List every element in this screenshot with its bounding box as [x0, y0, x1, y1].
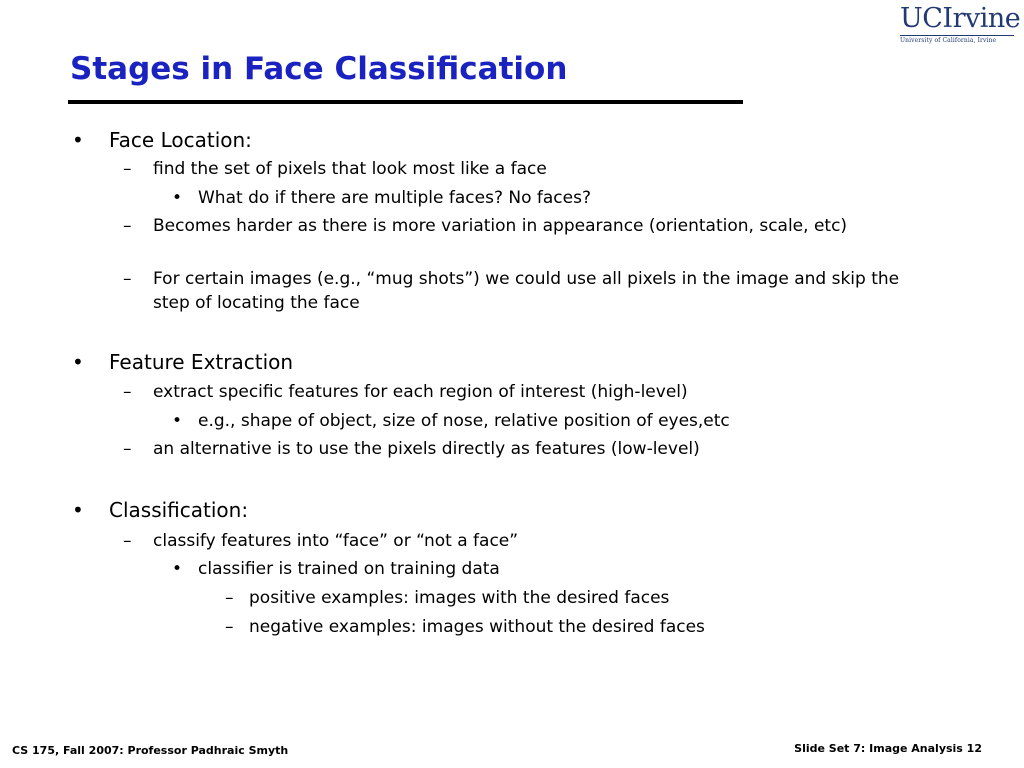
sub-item [123, 529, 933, 553]
sub-sub-item-text: What do if there are multiple faces? No faces? [198, 188, 591, 208]
sub-sub-item-text: e.g., shape of object, size of nose, relative position of eyes,etc [198, 411, 730, 431]
dash-marker: – [225, 617, 234, 637]
logo-wordmark: UCIrvine [900, 3, 1021, 34]
slide-title: Stages in Face Classification [70, 51, 568, 87]
bullet-marker: • [172, 559, 183, 579]
bullet-marker: • [172, 188, 183, 208]
sub-sub-item [172, 409, 730, 433]
footer-course-credit: CS 175, Fall 2007: Professor Padhraic Smyth [12, 744, 289, 757]
bullet-marker: • [72, 350, 84, 374]
sub-sub-item [172, 186, 591, 210]
bullet-marker: • [172, 411, 183, 431]
level-four-item [225, 586, 669, 610]
dash-marker: – [123, 531, 132, 551]
sub-item-text: extract specific features for each region of interest (high-level) [153, 382, 688, 402]
sub-item-text: For certain images (e.g., “mug shots”) we could use all pixels in the image and skip the step of locating the face [153, 269, 900, 313]
logo-subline: University of California, Irvine [900, 37, 997, 44]
bullet-marker: • [72, 498, 84, 522]
sub-item [123, 214, 933, 238]
level-four-item-text: positive examples: images with the desired faces [249, 588, 670, 608]
sub-item [123, 267, 933, 315]
sub-item-text: an alternative is to use the pixels directly as features (low-level) [153, 439, 700, 459]
dash-marker: – [123, 439, 132, 459]
level-four-item-text: negative examples: images without the desired faces [249, 617, 705, 637]
sub-item [123, 437, 933, 461]
dash-marker: – [123, 216, 132, 236]
dash-marker: – [123, 159, 132, 179]
sub-item-text: find the set of pixels that look most like a face [153, 159, 547, 179]
bullet-label: Classification: [109, 498, 249, 522]
dash-marker: – [123, 382, 132, 402]
footer-slide-number: Slide Set 7: Image Analysis 12 [794, 742, 982, 755]
sub-item [123, 380, 933, 404]
sub-sub-item [172, 557, 500, 581]
sub-sub-item-text: classifier is trained on training data [198, 559, 500, 579]
sub-item [123, 157, 933, 181]
dash-marker: – [225, 588, 234, 608]
bullet-label: Feature Extraction [109, 350, 294, 374]
sub-item-text: Becomes harder as there is more variation in appearance (orientation, scale, etc) [153, 216, 848, 236]
sub-item-text: classify features into “face” or “not a face” [153, 531, 519, 551]
bullet-marker: • [72, 128, 84, 152]
level-four-item [225, 615, 705, 639]
bullet-label: Face Location: [109, 128, 252, 152]
dash-marker: – [123, 269, 132, 289]
